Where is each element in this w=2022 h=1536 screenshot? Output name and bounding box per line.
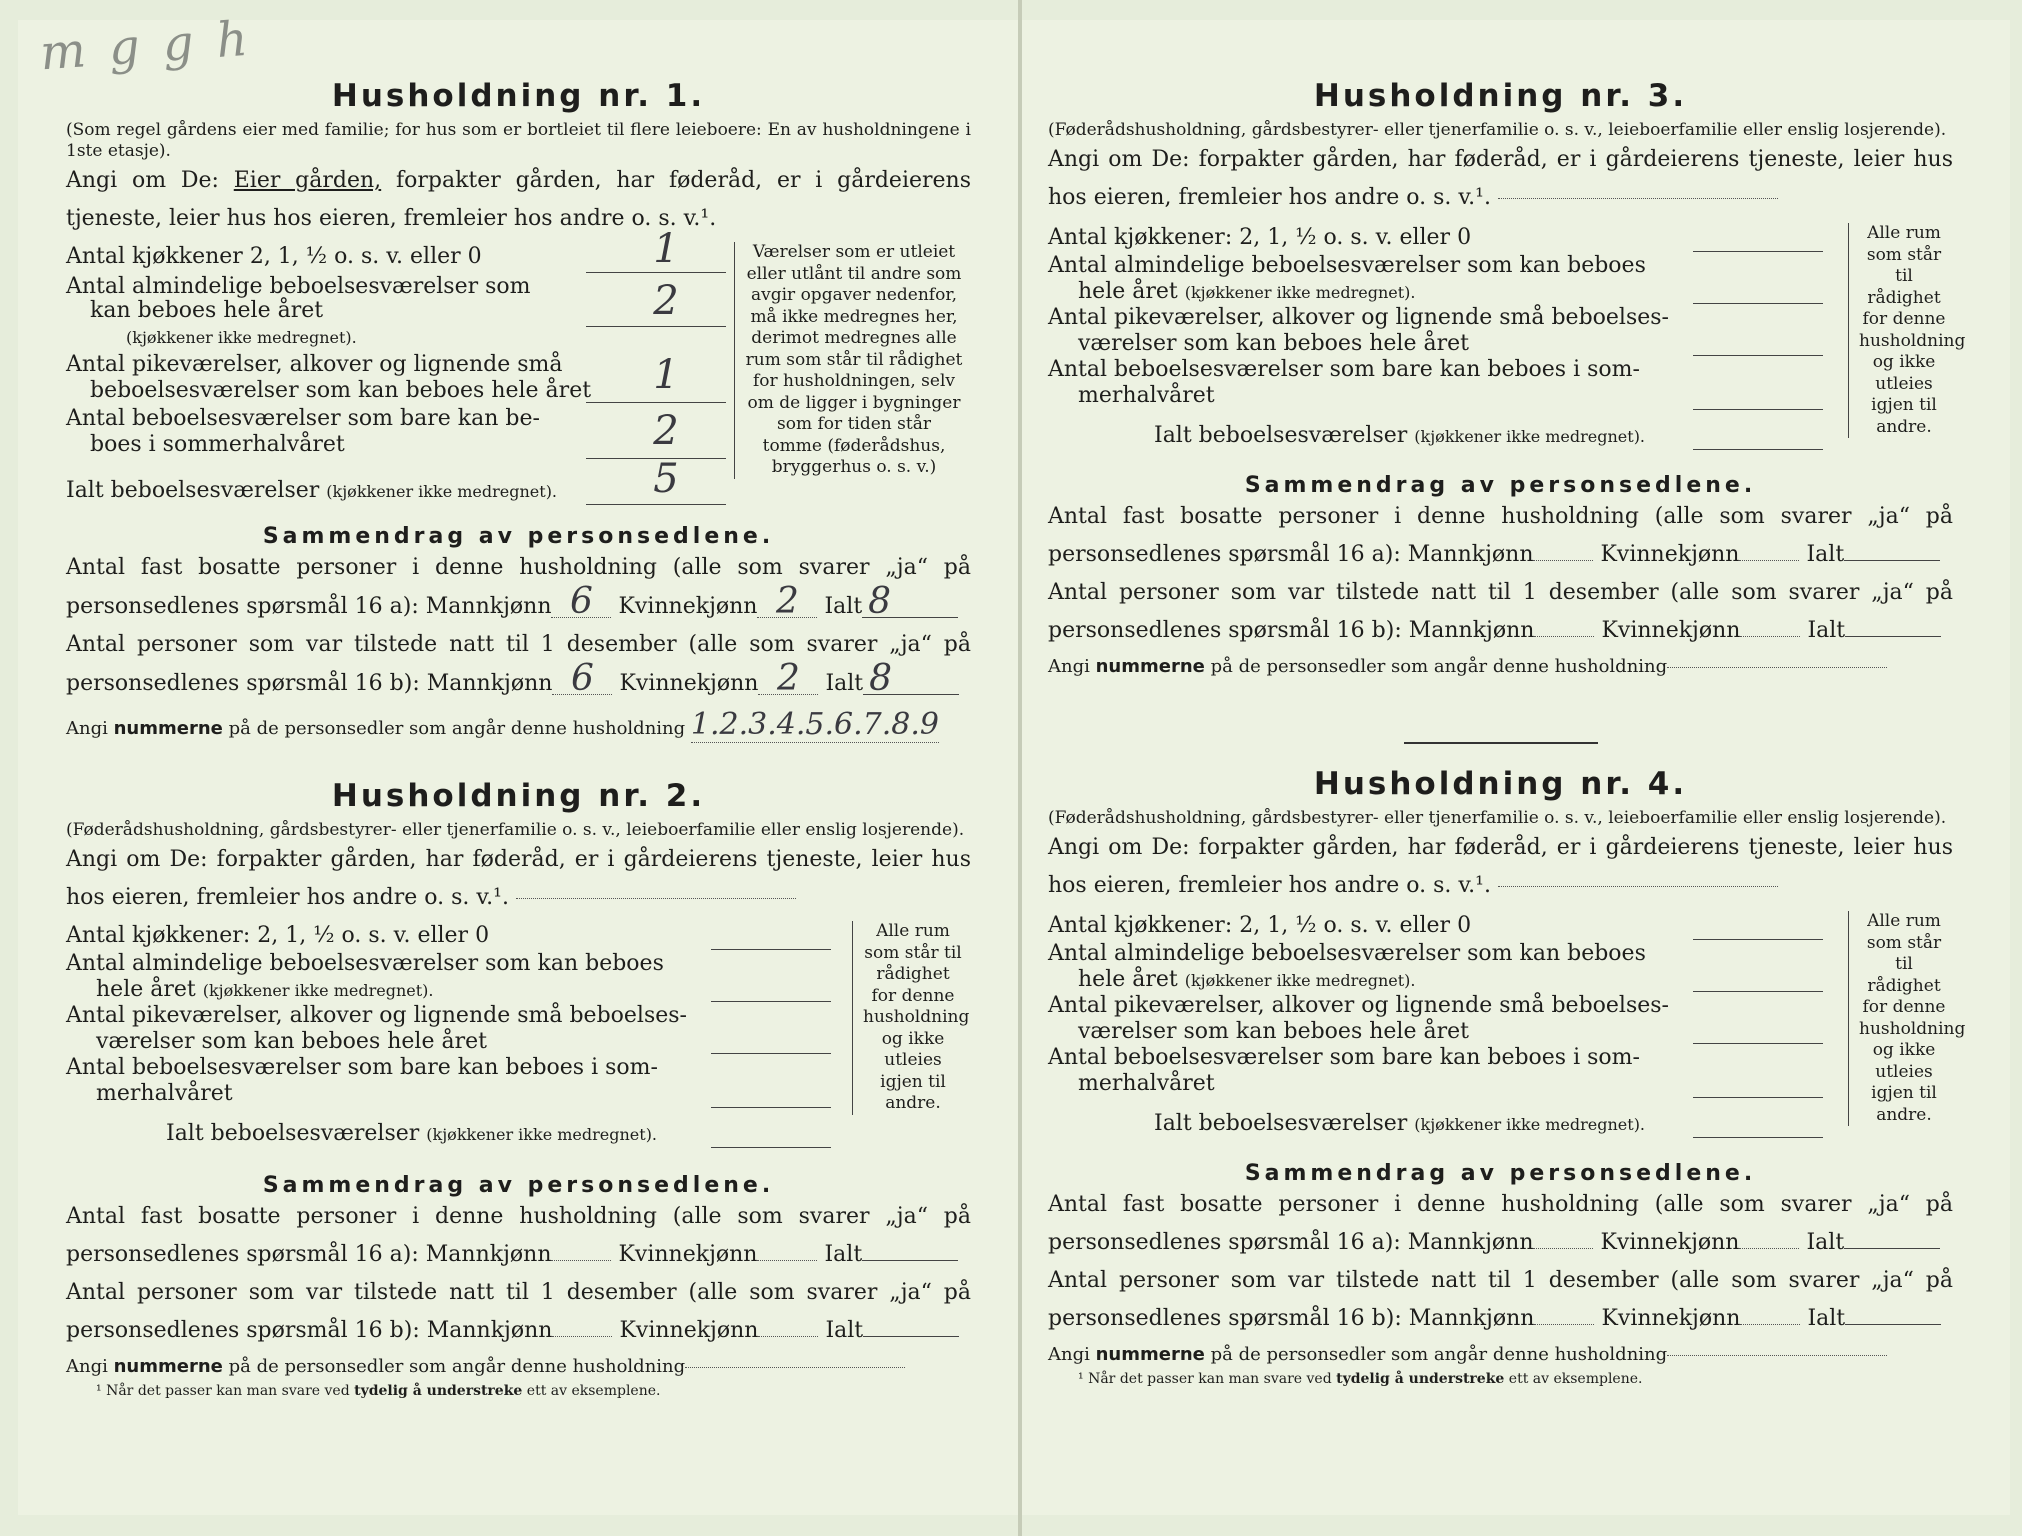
hh2-side-note: Alle rum som står til rådighet for denne husholdning og ikke utleies igjen til andre. xyxy=(852,921,963,1115)
hh3-som-label-1: Antal beboelsesværelser som bare kan beboes i som- xyxy=(1048,357,1640,382)
hh4-tilst: Antal personer som var tilstede natt til 1 desember (alle som svarer „ja“ på personsedlenes spørsmål 16 b): Mannkjønn Kvinnekjønn Ialt xyxy=(1048,1268,1953,1331)
hh4-tilst-ialt[interactable] xyxy=(1845,1324,1941,1325)
hh2-kjokken-line[interactable] xyxy=(711,949,831,950)
hh1-alm-label-1: Antal almindelige beboelsesværelser som xyxy=(66,274,531,299)
household-4-title: Husholdning nr. 4. xyxy=(1313,766,1688,802)
hh3-side-note: Alle rum som står til rådighet for denne husholdning og ikke utleies igjen til andre. xyxy=(1848,223,1949,438)
hh1-pike-value[interactable]: 1 xyxy=(653,352,679,398)
hh4-nummer: Angi nummerne på de personsedler som angår denne husholdning xyxy=(1048,1344,1953,1365)
hh1-pike-label-2: beboelsesværelser som kan beboes hele året xyxy=(90,378,592,403)
hh2-nummer: Angi nummerne på de personsedler som angår denne husholdning xyxy=(66,1356,971,1377)
hh2-fast: Antal fast bosatte personer i denne husholdning (alle som svarer „ja“ på personsedlenes spørsmål 16 a): Mannkjønn Kvinnekjønn Ialt xyxy=(66,1204,971,1267)
hh2-tilst: Antal personer som var tilstede natt til 1 desember (alle som svarer „ja“ på personsedlenes spørsmål 16 b): Mannkjønn Kvinnekjønn Ialt xyxy=(66,1280,971,1343)
hh3-som-label-2: merhalvåret xyxy=(1078,383,1215,408)
hh1-kjokken-value[interactable]: 1 xyxy=(653,226,679,272)
hh1-summary-title: Sammendrag av personsedlene. xyxy=(262,524,775,549)
hh2-som-label-2: merhalvåret xyxy=(96,1081,233,1106)
hh1-fast-ialt[interactable]: 8 xyxy=(862,587,958,618)
hh3-ialt-label: Ialt beboelsesværelser (kjøkkener ikke medregnet). xyxy=(1154,423,1646,448)
section-divider xyxy=(1404,742,1598,744)
hh1-alm-label-3: (kjøkkener ikke medregnet). xyxy=(126,328,357,347)
hh4-alm-label-1: Antal almindelige beboelsesværelser som kan beboes xyxy=(1048,941,1646,966)
hh2-angi-line[interactable] xyxy=(516,897,796,899)
hh4-footnote: ¹ Når det passer kan man svare ved tydelig å understreke ett av eksemplene. xyxy=(1078,1371,1643,1387)
hh3-fast-mann[interactable] xyxy=(1533,560,1593,561)
hh3-fast-ialt[interactable] xyxy=(1844,560,1940,561)
hh4-fast: Antal fast bosatte personer i denne husholdning (alle som svarer „ja“ på personsedlenes spørsmål 16 a): Mannkjønn Kvinnekjønn Ialt xyxy=(1048,1192,1953,1255)
hh1-tilst-ialt[interactable]: 8 xyxy=(863,664,959,695)
hh3-ialt-line[interactable] xyxy=(1693,449,1823,450)
hh3-alm-label-2: hele året (kjøkkener ikke medregnet). xyxy=(1078,279,1416,304)
hh2-alm-line[interactable] xyxy=(711,1001,831,1002)
hh4-som-label-2: merhalvåret xyxy=(1078,1071,1215,1096)
hh2-som-line[interactable] xyxy=(711,1107,831,1108)
hh1-kjokken-line xyxy=(586,272,726,273)
corner-handwriting: m g g h xyxy=(38,10,254,82)
hh4-fast-ialt[interactable] xyxy=(1844,1248,1940,1249)
hh2-tilst-mann[interactable] xyxy=(552,1336,612,1337)
hh4-pike-line[interactable] xyxy=(1693,1043,1823,1044)
hh3-kjokken-line[interactable] xyxy=(1693,251,1823,252)
hh1-tilst: Antal personer som var tilstede natt til 1 desember (alle som svarer „ja“ på personsedlenes spørsmål 16 b): Mannkjønn 6 Kvinnekjønn 2 Ialt 8 xyxy=(66,632,971,699)
household-3-note: (Føderådshusholdning, gårdsbestyrer- eller tjenerfamilie o. s. v., leieboerfamilie eller enslig losjerende). xyxy=(1048,120,1947,140)
hh1-fast-kvinne[interactable]: 2 xyxy=(757,587,817,618)
hh3-pike-label-2: værelser som kan beboes hele året xyxy=(1078,331,1469,356)
household-2-rooms xyxy=(66,921,971,1153)
hh1-kjokken-label: Antal kjøkkener 2, 1, ½ o. s. v. eller 0 xyxy=(66,244,482,269)
household-2-note: (Føderådshusholdning, gårdsbestyrer- eller tjenerfamilie o. s. v., leieboerfamilie eller enslig losjerende). xyxy=(66,820,965,840)
hh1-ialt-value[interactable]: 5 xyxy=(653,456,679,502)
hh1-tilst-mann[interactable]: 6 xyxy=(552,664,612,695)
hh3-angi-line[interactable] xyxy=(1498,197,1778,199)
hh1-pike-line xyxy=(586,402,726,403)
hh1-som-label-2: boes i sommerhalvåret xyxy=(90,432,345,457)
hh3-tilst-kvinne[interactable] xyxy=(1740,636,1800,637)
hh4-pike-label-1: Antal pikeværelser, alkover og lignende små beboelses- xyxy=(1048,993,1669,1018)
hh3-nummer-line[interactable] xyxy=(1667,666,1887,668)
hh2-alm-label-2: hele året (kjøkkener ikke medregnet). xyxy=(96,977,434,1002)
household-2-angi: Angi om De: forpakter gården, har føderåd, er i gårdeierens tjeneste, leier hus hos eieren, fremleier hos andre o. s. v.¹. xyxy=(66,847,971,910)
household-4-note: (Føderådshusholdning, gårdsbestyrer- eller tjenerfamilie o. s. v., leieboerfamilie eller enslig losjerende). xyxy=(1048,808,1947,828)
hh4-nummer-line[interactable] xyxy=(1667,1354,1887,1356)
page-fold xyxy=(1018,0,1022,1536)
hh2-ialt-line[interactable] xyxy=(711,1147,831,1148)
household-4-angi: Angi om De: forpakter gården, har føderåd, er i gårdeierens tjeneste, leier hus hos eieren, fremleier hos andre o. s. v.¹. xyxy=(1048,835,1953,898)
hh1-alm-label-2: kan beboes hele året xyxy=(90,298,324,323)
hh3-summary-title: Sammendrag av personsedlene. xyxy=(1244,473,1757,498)
hh1-fast: Antal fast bosatte personer i denne husholdning (alle som svarer „ja“ på personsedlenes spørsmål 16 a): Mannkjønn 6 Kvinnekjønn 2 Ialt 8 xyxy=(66,555,971,622)
household-3-angi: Angi om De: forpakter gården, har føderåd, er i gårdeierens tjeneste, leier hus hos eieren, fremleier hos andre o. s. v.¹. xyxy=(1048,147,1953,210)
hh3-tilst-ialt[interactable] xyxy=(1845,636,1941,637)
household-1-title: Husholdning nr. 1. xyxy=(331,78,706,114)
hh2-summary-title: Sammendrag av personsedlene. xyxy=(262,1173,775,1198)
hh3-pike-line[interactable] xyxy=(1693,355,1823,356)
hh3-kjokken-label: Antal kjøkkener: 2, 1, ½ o. s. v. eller 0 xyxy=(1048,225,1472,250)
hh2-kjokken-label: Antal kjøkkener: 2, 1, ½ o. s. v. eller 0 xyxy=(66,923,490,948)
household-4 xyxy=(1048,766,1966,1387)
hh4-ialt-label: Ialt beboelsesværelser (kjøkkener ikke medregnet). xyxy=(1154,1111,1646,1136)
household-3-rooms xyxy=(1048,223,1966,455)
hh1-ialt-label: Ialt beboelsesværelser (kjøkkener ikke medregnet). xyxy=(66,478,558,503)
hh3-tilst-mann[interactable] xyxy=(1534,636,1594,637)
hh4-ialt-line[interactable] xyxy=(1693,1137,1823,1138)
hh3-alm-line[interactable] xyxy=(1693,303,1823,304)
household-1-angi-answer[interactable]: Eier gården, xyxy=(233,168,382,193)
hh2-fast-kvinne[interactable] xyxy=(757,1260,817,1261)
hh4-fast-kvinne[interactable] xyxy=(1739,1248,1799,1249)
hh4-kjokken-line[interactable] xyxy=(1693,939,1823,940)
household-3-title: Husholdning nr. 3. xyxy=(1313,78,1688,114)
household-1-rooms xyxy=(66,226,971,503)
hh2-nummer-line[interactable] xyxy=(685,1366,905,1368)
hh3-alm-label-1: Antal almindelige beboelsesværelser som kan beboes xyxy=(1048,253,1646,278)
hh3-som-line[interactable] xyxy=(1693,409,1823,410)
hh2-footnote: ¹ Når det passer kan man svare ved tydelig å understreke ett av eksemplene. xyxy=(96,1383,661,1399)
household-2-title: Husholdning nr. 2. xyxy=(331,778,706,814)
household-1-angi: Angi om De: Eier gården, forpakter gården, har føderåd, er i gårdeierens tjeneste, leier hus hos eieren, fremleier hos andre o. s. v.¹. xyxy=(66,168,971,231)
hh2-pike-label-2: værelser som kan beboes hele året xyxy=(96,1029,487,1054)
hh4-som-label-1: Antal beboelsesværelser som bare kan beboes i som- xyxy=(1048,1045,1640,1070)
household-1 xyxy=(66,78,971,742)
hh2-som-label-1: Antal beboelsesværelser som bare kan beboes i som- xyxy=(66,1055,658,1080)
household-2 xyxy=(66,778,971,1399)
hh1-som-value[interactable]: 2 xyxy=(653,408,679,454)
hh1-alm-line xyxy=(586,326,726,327)
hh1-fast-mann[interactable]: 6 xyxy=(551,587,611,618)
hh4-angi-line[interactable] xyxy=(1498,885,1778,887)
hh1-ialt-line xyxy=(586,504,726,505)
hh4-kjokken-label: Antal kjøkkener: 2, 1, ½ o. s. v. eller 0 xyxy=(1048,913,1472,938)
hh3-pike-label-1: Antal pikeværelser, alkover og lignende små beboelses- xyxy=(1048,305,1669,330)
hh2-fast-ialt[interactable] xyxy=(862,1260,958,1261)
household-1-note: (Som regel gårdens eier med familie; for hus som er bortleiet til flere leieboere: En av husholdningene i 1ste etasje). xyxy=(66,120,971,161)
hh4-tilst-mann[interactable] xyxy=(1534,1324,1594,1325)
hh4-pike-label-2: værelser som kan beboes hele året xyxy=(1078,1019,1469,1044)
hh4-som-line[interactable] xyxy=(1693,1097,1823,1098)
hh4-summary-title: Sammendrag av personsedlene. xyxy=(1244,1161,1757,1186)
hh4-tilst-kvinne[interactable] xyxy=(1740,1324,1800,1325)
hh2-ialt-label: Ialt beboelsesværelser (kjøkkener ikke medregnet). xyxy=(166,1121,658,1146)
hh2-tilst-kvinne[interactable] xyxy=(758,1336,818,1337)
hh1-nummer: Angi nummerne på de personsedler som angår denne husholdning 1.2.3.4.5.6.7.8.9 xyxy=(66,707,939,742)
hh3-fast-kvinne[interactable] xyxy=(1739,560,1799,561)
hh1-pike-label-1: Antal pikeværelser, alkover og lignende små xyxy=(66,352,563,377)
household-3 xyxy=(1048,78,1966,677)
hh1-side-note: Værelser som er utleiet eller utlånt til andre som avgir opgaver nedenfor, må ikke medregnes her, derimot medregnes alle rum som står til rådighet for husholdningen, selv om de ligger i bygninger som for tiden står tomme (føderådshus, bryggerhus o. s. v.) xyxy=(734,242,963,479)
hh1-alm-value[interactable]: 2 xyxy=(653,278,679,324)
hh4-fast-mann[interactable] xyxy=(1533,1248,1593,1249)
hh1-tilst-kvinne[interactable]: 2 xyxy=(758,664,818,695)
hh3-tilst: Antal personer som var tilstede natt til 1 desember (alle som svarer „ja“ på personsedlenes spørsmål 16 b): Mannkjønn Kvinnekjønn Ialt xyxy=(1048,580,1953,643)
hh4-alm-line[interactable] xyxy=(1693,991,1823,992)
hh4-alm-label-2: hele året (kjøkkener ikke medregnet). xyxy=(1078,967,1416,992)
hh2-fast-mann[interactable] xyxy=(551,1260,611,1261)
hh2-pike-line[interactable] xyxy=(711,1053,831,1054)
hh3-fast: Antal fast bosatte personer i denne husholdning (alle som svarer „ja“ på personsedlenes spørsmål 16 a): Mannkjønn Kvinnekjønn Ialt xyxy=(1048,504,1953,567)
hh4-side-note: Alle rum som står til rådighet for denne husholdning og ikke utleies igjen til andre. xyxy=(1848,911,1949,1126)
hh1-nummer-value[interactable]: 1.2.3.4.5.6.7.8.9 xyxy=(690,707,939,742)
hh2-tilst-ialt[interactable] xyxy=(863,1336,959,1337)
hh2-pike-label-1: Antal pikeværelser, alkover og lignende små beboelses- xyxy=(66,1003,687,1028)
hh1-som-label-1: Antal beboelsesværelser som bare kan be- xyxy=(66,406,540,431)
hh3-nummer: Angi nummerne på de personsedler som angår denne husholdning xyxy=(1048,656,1953,677)
household-4-rooms xyxy=(1048,911,1966,1143)
hh2-alm-label-1: Antal almindelige beboelsesværelser som kan beboes xyxy=(66,951,664,976)
